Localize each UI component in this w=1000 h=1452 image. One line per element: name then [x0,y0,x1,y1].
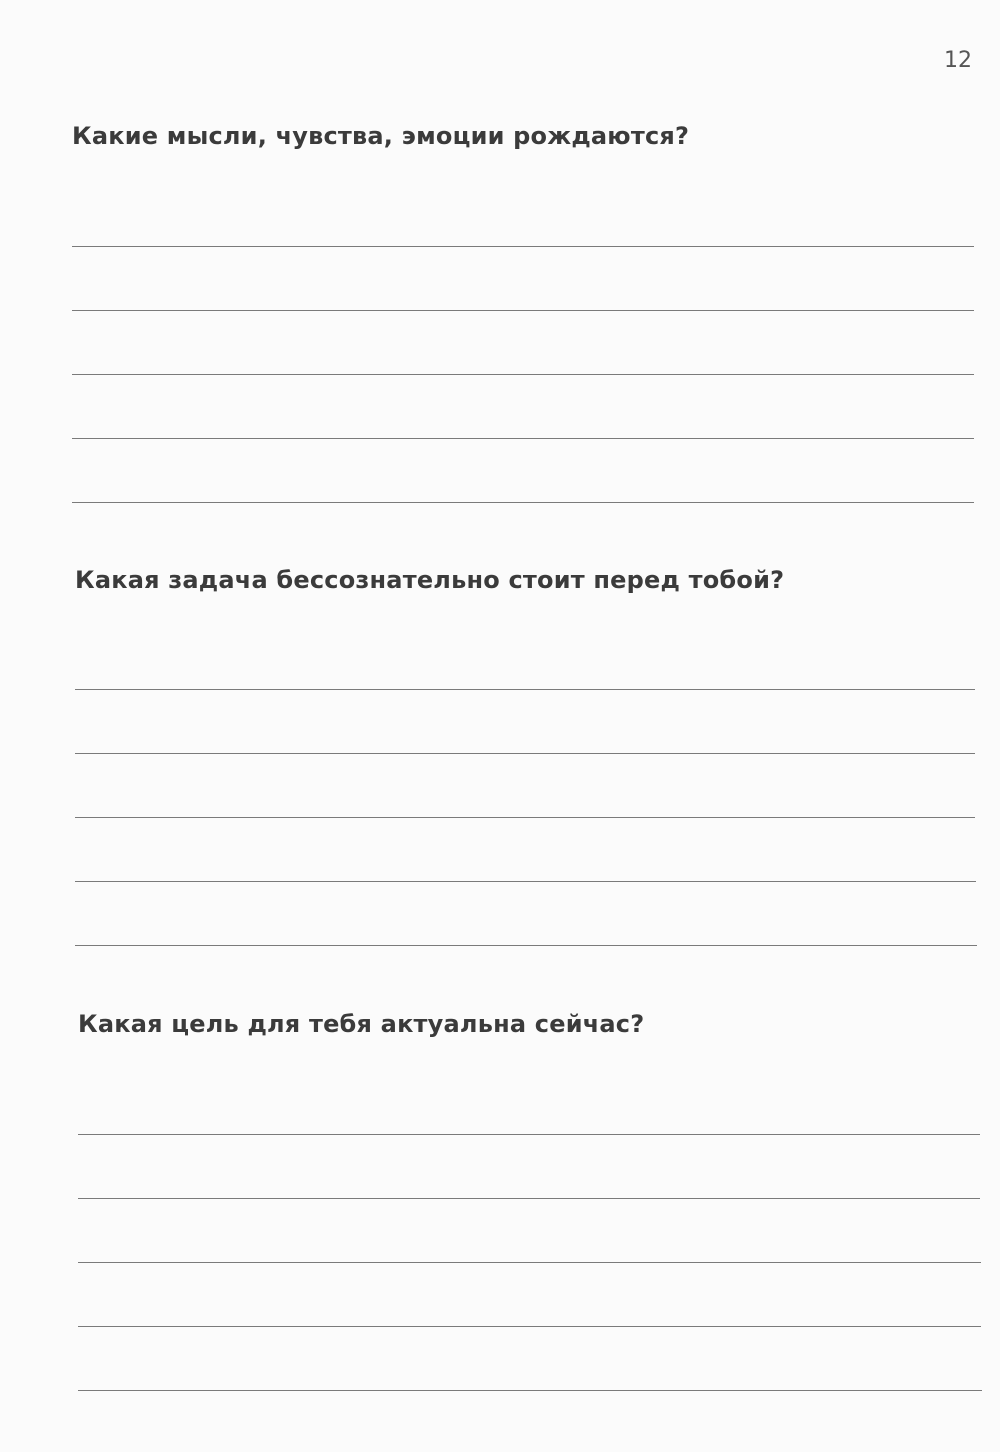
answer-line[interactable] [72,374,974,375]
answer-line[interactable] [72,502,974,503]
answer-line[interactable] [72,310,974,311]
answer-line[interactable] [78,1326,981,1327]
question-section-2 [75,566,977,594]
answer-line[interactable] [78,1134,980,1135]
page-number: 12 [944,48,972,73]
answer-line[interactable] [78,1390,982,1391]
answer-line[interactable] [78,1198,980,1199]
answer-line[interactable] [72,438,974,439]
question-title: Какая задача бессознательно стоит перед тобой? [75,566,785,594]
question-title: Какие мысли, чувства, эмоции рождаются? [72,122,690,150]
question-section-1 [72,122,974,150]
answer-line[interactable] [75,945,977,946]
answer-line[interactable] [78,1262,981,1263]
answer-line[interactable] [75,881,976,882]
answer-line[interactable] [75,753,975,754]
answer-line[interactable] [72,246,974,247]
question-title: Какая цель для тебя актуальна сейчас? [78,1010,645,1038]
question-section-3 [78,1010,982,1038]
answer-line[interactable] [75,817,975,818]
answer-line[interactable] [75,689,975,690]
